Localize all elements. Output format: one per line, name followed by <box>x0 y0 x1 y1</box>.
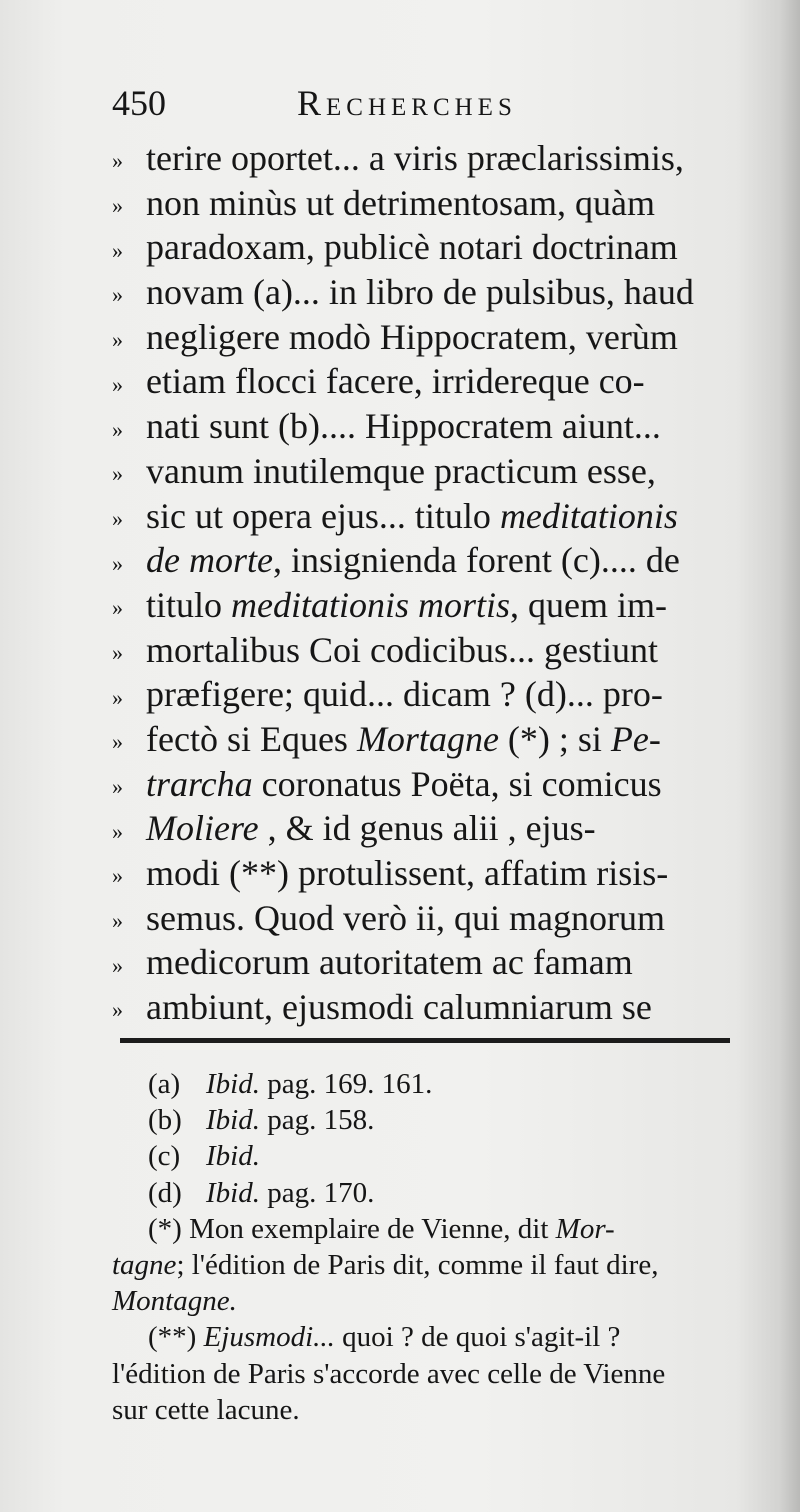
quote-mark: » <box>112 371 123 397</box>
footnote-d: (d) Ibid. pag. 170. <box>148 1176 375 1209</box>
text-line: » trarcha coronatus Poëta, si comicus <box>112 762 740 807</box>
footnote-a: (a) Ibid. pag. 169. 161. <box>148 1068 433 1100</box>
quote-mark: » <box>112 908 123 934</box>
footnote-star-line-2: tagne; l'édition de Paris dit, comme il faut dire, <box>112 1248 659 1281</box>
text-line: » præfigere; quid... dicam ? (d)... pro- <box>112 672 740 717</box>
footnote-star-line-1: (*) Mon exemplaire de Vienne, dit Mor- <box>148 1212 615 1245</box>
quote-mark: » <box>112 818 123 844</box>
quote-mark: » <box>112 639 123 665</box>
quote-mark: » <box>112 952 123 978</box>
text-line: » modi (**) protulissent, affatim risis- <box>112 851 740 896</box>
quote-mark: » <box>112 997 123 1023</box>
text-line: » ambiunt, ejusmodi calumniarum se <box>112 985 740 1030</box>
text-line: » titulo meditationis mortis, quem im- <box>112 583 740 628</box>
footnote-dstar-line-3: sur cette lacune. <box>112 1393 300 1426</box>
text-line: » negligere modò Hippocratem, verùm <box>112 315 740 360</box>
footnote-b: (b) Ibid. pag. 158. <box>148 1104 375 1137</box>
text-line: » semus. Quod verò ii, qui magnorum <box>112 896 740 941</box>
footnote-divider <box>120 1038 730 1043</box>
page-header <box>112 82 732 132</box>
quote-mark: » <box>112 193 123 219</box>
text-line: » sic ut opera ejus... titulo meditationis <box>112 494 740 539</box>
quote-mark: » <box>112 729 123 755</box>
page-edge-shadow <box>778 0 800 1512</box>
quote-mark: » <box>112 774 123 799</box>
text-line: » mortalibus Coi codicibus... gestiunt <box>112 628 740 673</box>
text-line: » paradoxam, publicè notari doctrinam <box>112 225 740 270</box>
main-text-block <box>112 136 740 1030</box>
text-line: » de morte, insignienda forent (c).... de <box>112 538 740 583</box>
quote-mark: » <box>112 416 123 442</box>
quote-mark: » <box>112 327 123 353</box>
footnote-c: (c) Ibid. <box>148 1140 260 1173</box>
quote-mark: » <box>112 148 123 174</box>
text-line: » vanum inutilemque practicum esse, <box>112 449 740 494</box>
footnote-dstar-line-1: (**) Ejusmodi... quoi ? de quoi s'agit-il ? <box>148 1321 621 1354</box>
text-line: » etiam flocci facere, irridereque co- <box>112 359 740 404</box>
text-line: » Moliere , & id genus alii , ejus- <box>112 806 740 851</box>
quote-mark: » <box>112 237 123 263</box>
page-number: 450 <box>112 83 166 123</box>
quote-mark: » <box>112 505 123 531</box>
text-line: » non minùs ut detrimentosam, quàm <box>112 181 740 226</box>
quote-mark: » <box>112 461 123 487</box>
text-line: » novam (a)... in libro de pulsibus, haud <box>112 270 740 315</box>
text-line: » terire oportet... a viris præclarissimis, <box>112 136 740 181</box>
quote-mark: » <box>112 550 123 576</box>
text-line: » nati sunt (b).... Hippocratem aiunt... <box>112 404 740 449</box>
footnote-dstar-line-2: l'édition de Paris s'accorde avec celle de Vienne <box>112 1357 666 1390</box>
text-line: » medicorum autoritatem ac famam <box>112 940 740 985</box>
quote-mark: » <box>112 595 123 621</box>
footnotes <box>112 1066 740 1428</box>
text-line: » fectò si Eques Mortagne (*) ; si Pe- <box>112 717 740 762</box>
quote-mark: » <box>112 282 123 308</box>
quote-mark: » <box>112 863 123 889</box>
running-title: Recherches <box>297 83 517 123</box>
footnote-star-line-3: Montagne. <box>112 1285 237 1318</box>
quote-mark: » <box>112 684 123 710</box>
